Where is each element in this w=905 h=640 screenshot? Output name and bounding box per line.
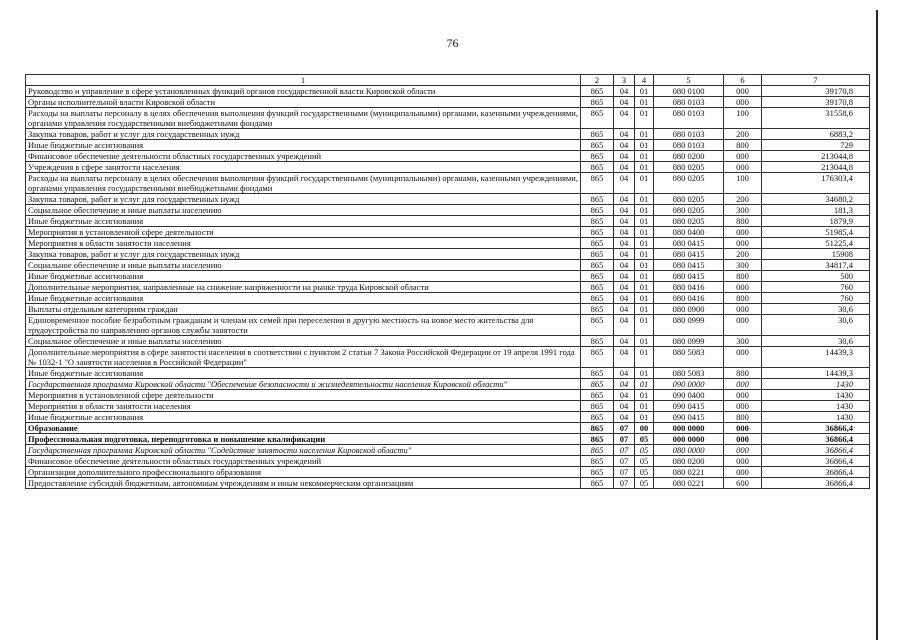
row-subsection: 01 [635, 347, 654, 368]
table-row [26, 478, 870, 489]
row-amount: 36866,4 [762, 434, 870, 445]
row-section: 04 [614, 173, 635, 194]
row-ministry-code: 865 [581, 347, 614, 368]
table-row [26, 336, 870, 347]
row-name: Закупка товаров, работ и услуг для государственных нужд [26, 249, 581, 260]
row-name: Руководство и управление в сфере установленных функций органов государственной власти Кировской области [26, 86, 581, 97]
row-expense-type: 800 [724, 368, 762, 379]
row-subsection: 05 [635, 434, 654, 445]
row-ministry-code: 865 [581, 315, 614, 336]
row-name: Закупка товаров, работ и услуг для государственных нужд [26, 129, 581, 140]
row-amount: 30,6 [762, 315, 870, 336]
row-amount: 15908 [762, 249, 870, 260]
row-subsection: 01 [635, 315, 654, 336]
row-subsection: 01 [635, 271, 654, 282]
row-expense-type: 000 [724, 304, 762, 315]
row-section: 04 [614, 238, 635, 249]
row-target-article: 080 0415 [654, 249, 724, 260]
row-name: Выплаты отдельным категориям граждан [26, 304, 581, 315]
row-amount: 34817,4 [762, 260, 870, 271]
row-name: Иные бюджетные ассигнования [26, 216, 581, 227]
row-subsection: 01 [635, 379, 654, 390]
row-section: 04 [614, 271, 635, 282]
table-row [26, 412, 870, 423]
row-ministry-code: 865 [581, 434, 614, 445]
row-section: 04 [614, 282, 635, 293]
row-expense-type: 000 [724, 151, 762, 162]
row-subsection: 01 [635, 336, 654, 347]
table-row [26, 140, 870, 151]
table-row [26, 390, 870, 401]
table-row [26, 379, 870, 390]
table-row [26, 238, 870, 249]
header-cell: 2 [581, 75, 614, 86]
row-section: 04 [614, 336, 635, 347]
row-name: Расходы на выплаты персоналу в целях обеспечения выполнения функций государственными (муниципальными) органами, казенными учреждениями, органами управления государственными внебюджетными фондами [26, 108, 581, 129]
row-target-article: 080 0999 [654, 315, 724, 336]
row-subsection: 01 [635, 282, 654, 293]
row-expense-type: 000 [724, 162, 762, 173]
table-row [26, 97, 870, 108]
header-cell: 4 [635, 75, 654, 86]
row-subsection: 01 [635, 368, 654, 379]
row-expense-type: 300 [724, 260, 762, 271]
row-amount: 181,3 [762, 205, 870, 216]
row-name: Органы исполнительной власти Кировской области [26, 97, 581, 108]
row-section: 04 [614, 108, 635, 129]
row-target-article: 080 0416 [654, 293, 724, 304]
row-ministry-code: 865 [581, 304, 614, 315]
table-row [26, 315, 870, 336]
row-subsection: 01 [635, 293, 654, 304]
row-amount: 34680,2 [762, 194, 870, 205]
row-name: Учреждения в сфере занятости населения [26, 162, 581, 173]
row-expense-type: 000 [724, 282, 762, 293]
row-subsection: 01 [635, 260, 654, 271]
row-amount: 39170,8 [762, 97, 870, 108]
row-name: Социальное обеспечение и иные выплаты населению [26, 260, 581, 271]
table-row [26, 249, 870, 260]
header-cell: 3 [614, 75, 635, 86]
row-target-article: 080 0400 [654, 227, 724, 238]
row-amount: 36866,4 [762, 445, 870, 456]
row-expense-type: 800 [724, 412, 762, 423]
row-expense-type: 000 [724, 97, 762, 108]
row-ministry-code: 865 [581, 412, 614, 423]
row-subsection: 01 [635, 173, 654, 194]
table-row [26, 368, 870, 379]
row-expense-type: 000 [724, 227, 762, 238]
row-amount: 1430 [762, 412, 870, 423]
row-section: 04 [614, 368, 635, 379]
row-section: 04 [614, 347, 635, 368]
row-section: 04 [614, 412, 635, 423]
row-expense-type: 000 [724, 315, 762, 336]
row-expense-type: 000 [724, 347, 762, 368]
row-target-article: 080 0205 [654, 173, 724, 194]
row-ministry-code: 865 [581, 293, 614, 304]
row-amount: 760 [762, 282, 870, 293]
row-amount: 213044,8 [762, 151, 870, 162]
row-expense-type: 000 [724, 401, 762, 412]
row-section: 04 [614, 129, 635, 140]
header-cell: 6 [724, 75, 762, 86]
row-amount: 213044,8 [762, 162, 870, 173]
row-target-article: 080 0900 [654, 304, 724, 315]
row-amount: 39170,8 [762, 86, 870, 97]
row-amount: 1430 [762, 401, 870, 412]
row-target-article: 080 0415 [654, 238, 724, 249]
row-amount: 729 [762, 140, 870, 151]
row-ministry-code: 865 [581, 467, 614, 478]
row-name: Единовременное пособие безработным гражданам и членам их семей при переселении в другую местность на новое место жительства для трудоустройства по направлению органов службы занятости [26, 315, 581, 336]
row-amount: 30,6 [762, 336, 870, 347]
row-subsection: 05 [635, 445, 654, 456]
row-ministry-code: 865 [581, 151, 614, 162]
row-ministry-code: 865 [581, 379, 614, 390]
row-subsection: 01 [635, 129, 654, 140]
row-name: Расходы на выплаты персоналу в целях обеспечения выполнения функций государственными (муниципальными) органами, казенными учреждениями, органами управления государственными внебюджетными фондами [26, 173, 581, 194]
row-ministry-code: 865 [581, 238, 614, 249]
row-subsection: 01 [635, 238, 654, 249]
row-name: Закупка товаров, работ и услуг для государственных нужд [26, 194, 581, 205]
row-subsection: 01 [635, 205, 654, 216]
row-section: 04 [614, 205, 635, 216]
row-expense-type: 600 [724, 478, 762, 489]
row-subsection: 01 [635, 401, 654, 412]
row-target-article: 080 0205 [654, 162, 724, 173]
row-amount: 36866,4 [762, 456, 870, 467]
table-row [26, 151, 870, 162]
row-ministry-code: 865 [581, 108, 614, 129]
row-amount: 36866,4 [762, 467, 870, 478]
row-ministry-code: 865 [581, 260, 614, 271]
row-ministry-code: 865 [581, 336, 614, 347]
row-section: 04 [614, 227, 635, 238]
row-section: 04 [614, 315, 635, 336]
row-amount: 14439,3 [762, 368, 870, 379]
row-target-article: 080 0221 [654, 467, 724, 478]
row-section: 04 [614, 293, 635, 304]
row-target-article: 000 0000 [654, 434, 724, 445]
row-target-article: 080 0415 [654, 271, 724, 282]
header-cell: 5 [654, 75, 724, 86]
row-name: Государственная программа Кировской области "Обеспечение безопасности и жизнедеятельности населения Кировской области" [26, 379, 581, 390]
table-row [26, 86, 870, 97]
row-subsection: 01 [635, 97, 654, 108]
row-name: Предоставление субсидий бюджетным, автономным учреждениям и иным некоммерческим организациям [26, 478, 581, 489]
row-target-article: 080 0416 [654, 282, 724, 293]
row-expense-type: 800 [724, 293, 762, 304]
row-subsection: 01 [635, 216, 654, 227]
row-amount: 176303,4 [762, 173, 870, 194]
row-ministry-code: 865 [581, 216, 614, 227]
row-target-article: 080 0103 [654, 129, 724, 140]
table-row [26, 205, 870, 216]
row-section: 07 [614, 456, 635, 467]
row-target-article: 080 0100 [654, 86, 724, 97]
row-subsection: 01 [635, 304, 654, 315]
row-ministry-code: 865 [581, 97, 614, 108]
row-ministry-code: 865 [581, 401, 614, 412]
table-row [26, 293, 870, 304]
row-name: Организации дополнительного профессионального образования [26, 467, 581, 478]
table-row [26, 227, 870, 238]
row-ministry-code: 865 [581, 368, 614, 379]
row-ministry-code: 865 [581, 390, 614, 401]
row-subsection: 05 [635, 478, 654, 489]
row-subsection: 01 [635, 140, 654, 151]
row-ministry-code: 865 [581, 227, 614, 238]
row-target-article: 090 0415 [654, 412, 724, 423]
row-name: Дополнительные мероприятия, направленные на снижение напряженности на рынке труда Кировской области [26, 282, 581, 293]
row-section: 04 [614, 260, 635, 271]
row-target-article: 090 0400 [654, 390, 724, 401]
row-target-article: 080 0200 [654, 151, 724, 162]
row-target-article: 080 5083 [654, 368, 724, 379]
row-section: 07 [614, 467, 635, 478]
row-ministry-code: 865 [581, 194, 614, 205]
row-section: 04 [614, 379, 635, 390]
row-ministry-code: 865 [581, 423, 614, 434]
table-row [26, 304, 870, 315]
row-subsection: 01 [635, 151, 654, 162]
row-target-article: 080 0415 [654, 260, 724, 271]
row-expense-type: 200 [724, 129, 762, 140]
row-target-article: 080 0103 [654, 108, 724, 129]
table-header-row [26, 75, 870, 86]
row-section: 04 [614, 249, 635, 260]
row-name: Социальное обеспечение и иные выплаты населению [26, 205, 581, 216]
row-expense-type: 000 [724, 390, 762, 401]
row-ministry-code: 865 [581, 282, 614, 293]
row-expense-type: 800 [724, 271, 762, 282]
row-ministry-code: 865 [581, 478, 614, 489]
row-name: Финансовое обеспечение деятельности областных государственных учреждений [26, 151, 581, 162]
row-subsection: 01 [635, 227, 654, 238]
row-expense-type: 800 [724, 216, 762, 227]
table-row [26, 434, 870, 445]
row-amount: 51225,4 [762, 238, 870, 249]
row-expense-type: 000 [724, 467, 762, 478]
row-amount: 31558,6 [762, 108, 870, 129]
table-row [26, 194, 870, 205]
row-section: 07 [614, 478, 635, 489]
row-name: Мероприятия в области занятости населения [26, 238, 581, 249]
row-section: 04 [614, 304, 635, 315]
row-expense-type: 100 [724, 108, 762, 129]
row-ministry-code: 865 [581, 445, 614, 456]
row-section: 04 [614, 86, 635, 97]
row-amount: 36866,4 [762, 478, 870, 489]
row-section: 07 [614, 445, 635, 456]
row-name: Профессиональная подготовка, переподготовка и повышение квалификации [26, 434, 581, 445]
row-expense-type: 000 [724, 86, 762, 97]
header-cell: 1 [26, 75, 581, 86]
row-name: Государственная программа Кировской области "Содействие занятости населения Кировской области" [26, 445, 581, 456]
row-ministry-code: 865 [581, 249, 614, 260]
row-name: Дополнительные мероприятия в сфере занятости населения в соответствии с пунктом 2 статьи 7 Закона Российской Федерации от 19 апреля 1991 года № 1032-1 "О занятости населения в Российской Федерации" [26, 347, 581, 368]
row-name: Финансовое обеспечение деятельности областных государственных учреждений [26, 456, 581, 467]
row-name: Иные бюджетные ассигнования [26, 271, 581, 282]
row-name: Мероприятия в установленной сфере деятельности [26, 227, 581, 238]
row-subsection: 00 [635, 423, 654, 434]
row-section: 04 [614, 390, 635, 401]
row-name: Иные бюджетные ассигнования [26, 140, 581, 151]
row-target-article: 090 0000 [654, 379, 724, 390]
table-row [26, 467, 870, 478]
row-subsection: 01 [635, 108, 654, 129]
row-section: 04 [614, 216, 635, 227]
table-row [26, 401, 870, 412]
row-ministry-code: 865 [581, 140, 614, 151]
row-amount: 760 [762, 293, 870, 304]
row-expense-type: 000 [724, 379, 762, 390]
row-subsection: 01 [635, 390, 654, 401]
row-expense-type: 000 [724, 434, 762, 445]
row-ministry-code: 865 [581, 129, 614, 140]
row-expense-type: 000 [724, 238, 762, 249]
row-amount: 1430 [762, 379, 870, 390]
row-target-article: 080 0103 [654, 140, 724, 151]
row-amount: 1430 [762, 390, 870, 401]
table-row [26, 260, 870, 271]
row-expense-type: 300 [724, 336, 762, 347]
row-subsection: 05 [635, 467, 654, 478]
row-ministry-code: 865 [581, 456, 614, 467]
row-amount: 1879,9 [762, 216, 870, 227]
table-row [26, 162, 870, 173]
row-expense-type: 200 [724, 194, 762, 205]
row-section: 04 [614, 140, 635, 151]
row-ministry-code: 865 [581, 205, 614, 216]
table-row [26, 282, 870, 293]
row-name: Иные бюджетные ассигнования [26, 412, 581, 423]
row-section: 04 [614, 401, 635, 412]
table-row [26, 271, 870, 282]
row-section: 04 [614, 194, 635, 205]
row-section: 07 [614, 434, 635, 445]
row-name: Иные бюджетные ассигнования [26, 368, 581, 379]
row-section: 04 [614, 162, 635, 173]
row-target-article: 090 0415 [654, 401, 724, 412]
row-ministry-code: 865 [581, 173, 614, 194]
table-body [26, 86, 870, 489]
row-subsection: 01 [635, 162, 654, 173]
row-target-article: 080 0205 [654, 205, 724, 216]
row-name: Мероприятия в области занятости населения [26, 401, 581, 412]
row-expense-type: 000 [724, 445, 762, 456]
row-expense-type: 300 [724, 205, 762, 216]
budget-table [25, 74, 870, 489]
row-subsection: 01 [635, 86, 654, 97]
row-amount: 6883,2 [762, 129, 870, 140]
row-subsection: 05 [635, 456, 654, 467]
row-expense-type: 100 [724, 173, 762, 194]
row-subsection: 01 [635, 412, 654, 423]
row-section: 04 [614, 151, 635, 162]
row-ministry-code: 865 [581, 86, 614, 97]
table-row [26, 456, 870, 467]
page-edge-rule [876, 10, 878, 640]
row-name: Иные бюджетные ассигнования [26, 293, 581, 304]
row-subsection: 01 [635, 194, 654, 205]
row-target-article: 080 0205 [654, 216, 724, 227]
row-ministry-code: 865 [581, 271, 614, 282]
table-row [26, 423, 870, 434]
table-row [26, 445, 870, 456]
row-subsection: 01 [635, 249, 654, 260]
row-amount: 14439,3 [762, 347, 870, 368]
row-target-article: 000 0000 [654, 423, 724, 434]
row-name: Социальное обеспечение и иные выплаты населению [26, 336, 581, 347]
row-amount: 500 [762, 271, 870, 282]
table-row [26, 216, 870, 227]
row-amount: 36866,4 [762, 423, 870, 434]
row-target-article: 080 0000 [654, 445, 724, 456]
page-number: 76 [446, 36, 459, 50]
row-ministry-code: 865 [581, 162, 614, 173]
row-name: Мероприятия в установленной сфере деятельности [26, 390, 581, 401]
row-target-article: 080 0999 [654, 336, 724, 347]
row-expense-type: 000 [724, 423, 762, 434]
row-expense-type: 000 [724, 456, 762, 467]
row-section: 04 [614, 97, 635, 108]
table-row [26, 173, 870, 194]
row-amount: 51985,4 [762, 227, 870, 238]
row-name: Образование [26, 423, 581, 434]
table-row [26, 129, 870, 140]
row-expense-type: 800 [724, 140, 762, 151]
row-target-article: 080 0103 [654, 97, 724, 108]
row-amount: 30,6 [762, 304, 870, 315]
table-row [26, 347, 870, 368]
header-cell: 7 [762, 75, 870, 86]
row-expense-type: 200 [724, 249, 762, 260]
row-section: 07 [614, 423, 635, 434]
row-target-article: 080 0221 [654, 478, 724, 489]
row-target-article: 080 0200 [654, 456, 724, 467]
table-row [26, 108, 870, 129]
row-target-article: 080 5083 [654, 347, 724, 368]
row-target-article: 080 0205 [654, 194, 724, 205]
